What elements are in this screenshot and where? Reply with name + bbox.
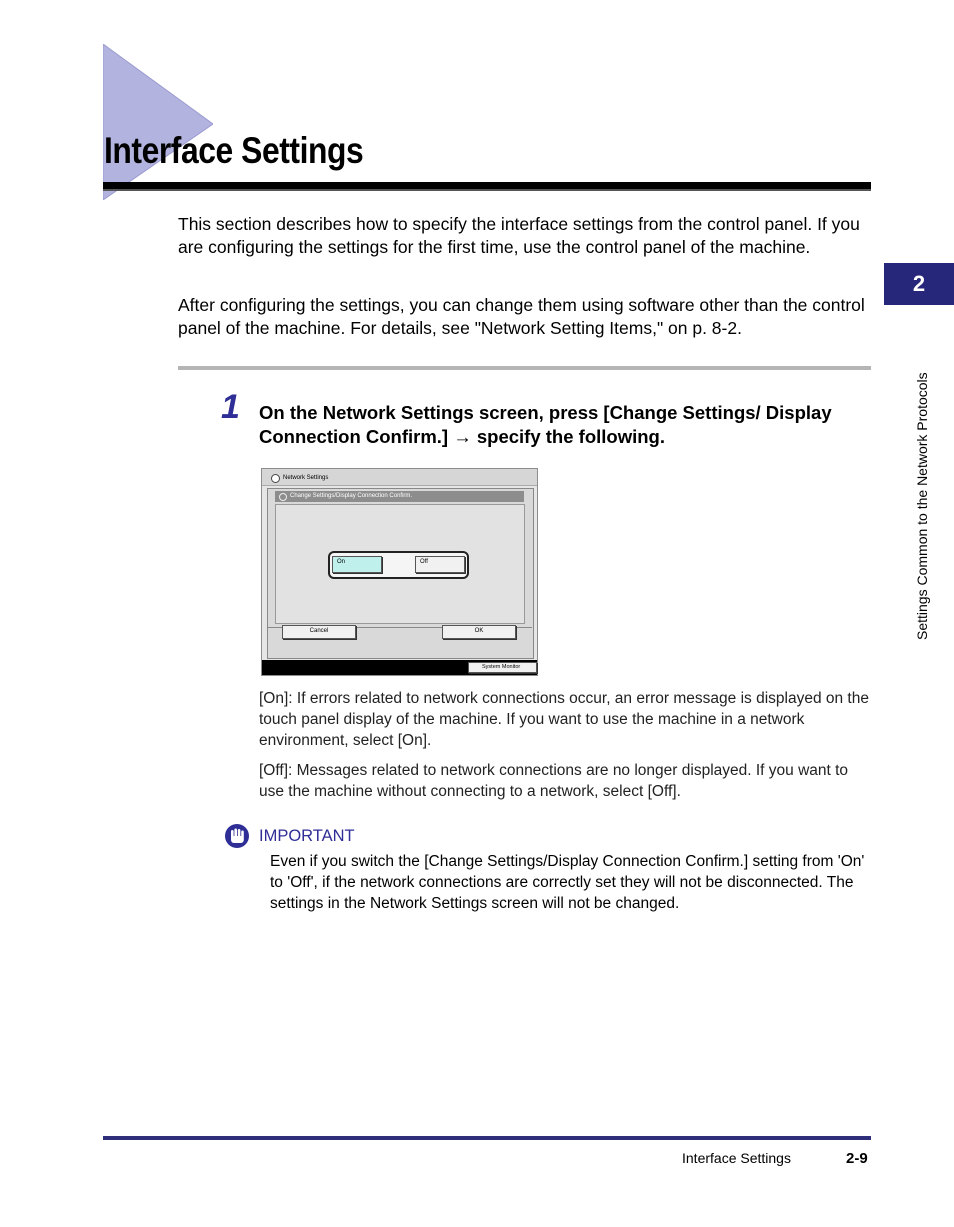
section-divider (178, 366, 871, 370)
footer-rule (103, 1136, 871, 1140)
side-chapter-label-text: Settings Common to the Network Protocols (914, 372, 930, 640)
intro-paragraph-2: After configuring the settings, you can change them using software other than the control panel of the machine. For details, see "Network Setting Items," on p. 8-2. (178, 295, 865, 338)
title-triangle-decoration (103, 44, 213, 200)
step-instruction: On the Network Settings screen, press [Change Settings/ Display Connection Confirm.] → specify the following. (259, 402, 832, 447)
important-label: IMPORTANT (259, 827, 355, 845)
network-icon (271, 474, 280, 483)
off-option-description: [Off]: Messages related to network connections are no longer displayed. If you want to use the machine without connecting to a network, select [Off]. (259, 762, 849, 800)
on-button[interactable]: On (332, 556, 382, 573)
important-note: Even if you switch the [Change Settings/Display Connection Confirm.] setting from 'On' to 'Off', if the network connections are correctly set they will not be disconnected. The settings in the Network Settings screen will not be changed. (270, 853, 865, 912)
step-number: 1 (221, 388, 240, 426)
title-rule-shadow (103, 189, 871, 191)
chapter-tab: 2 (884, 263, 954, 305)
page-title: Interface Settings (104, 130, 364, 171)
title-rule (103, 182, 871, 189)
intro-paragraph-1: This section describes how to specify the interface settings from the control panel. If you are configuring the settings for the first time, use the control panel of the machine. (178, 214, 860, 257)
dialog-title: Change Settings/Display Connection Confirm. (290, 493, 413, 499)
important-hand-icon (224, 823, 250, 849)
cancel-button[interactable]: Cancel (282, 625, 356, 639)
footer-section-title: Interface Settings (682, 1150, 791, 1166)
ok-button[interactable]: OK (442, 625, 516, 639)
dialog-icon (279, 493, 287, 501)
off-button[interactable]: Off (415, 556, 465, 573)
on-option-description: [On]: If errors related to network connections occur, an error message is displayed on the touch panel display of the machine. If you want to use the machine in a network environment, select [On]. (259, 690, 869, 749)
panel-header-title: Network Settings (283, 475, 329, 481)
touch-panel-screenshot (261, 468, 538, 676)
side-chapter-label (914, 310, 934, 640)
system-monitor-button[interactable]: System Monitor (468, 662, 537, 673)
page-number: 2-9 (846, 1150, 868, 1167)
